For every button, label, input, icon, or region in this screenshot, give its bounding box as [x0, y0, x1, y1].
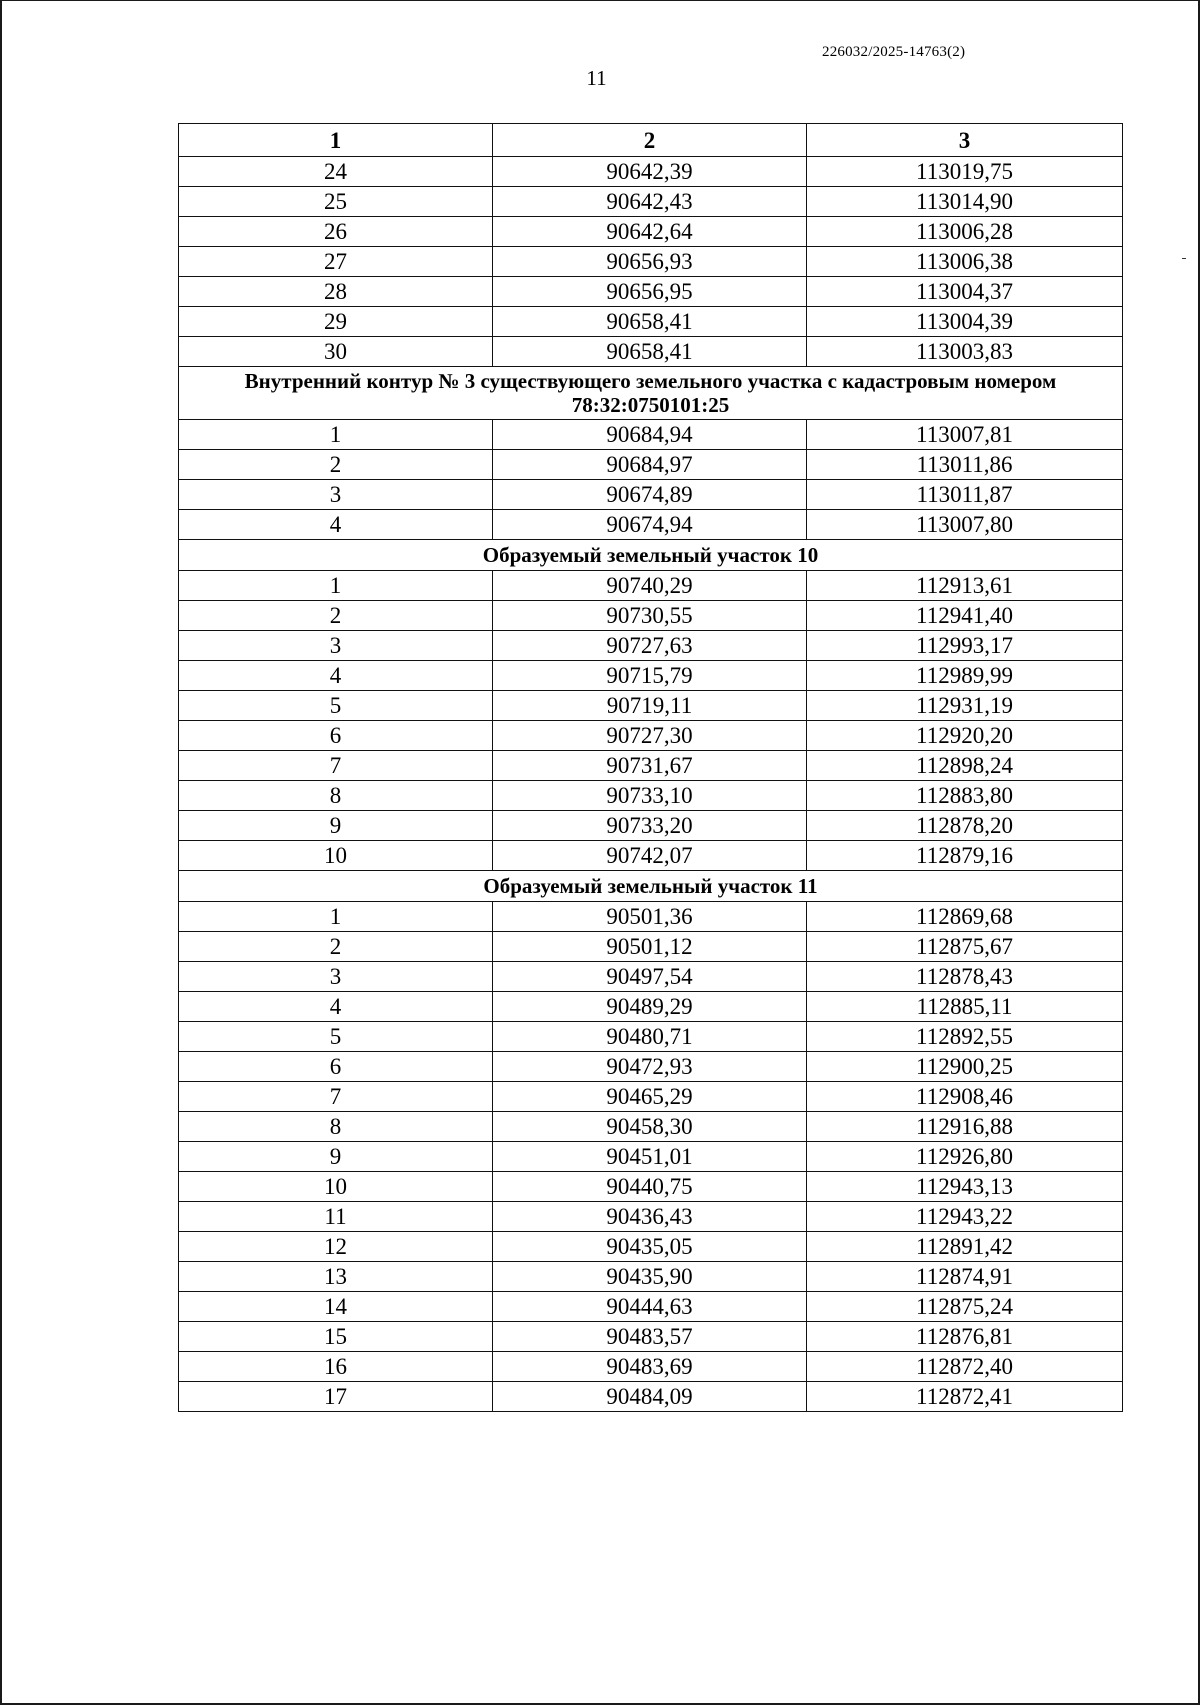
x-coordinate-cell: 90642,64	[493, 217, 807, 247]
point-number-cell: 1	[179, 571, 493, 601]
x-coordinate-cell: 90435,05	[493, 1232, 807, 1262]
x-coordinate-cell: 90501,36	[493, 902, 807, 932]
x-coordinate-cell: 90658,41	[493, 337, 807, 367]
x-coordinate-cell: 90684,94	[493, 420, 807, 450]
table-row	[179, 962, 1123, 992]
y-coordinate-cell: 112874,91	[807, 1262, 1123, 1292]
point-number-cell: 1	[179, 420, 493, 450]
point-number-cell: 10	[179, 1172, 493, 1202]
x-coordinate-cell: 90715,79	[493, 661, 807, 691]
x-coordinate-cell: 90642,39	[493, 157, 807, 187]
x-coordinate-cell: 90435,90	[493, 1262, 807, 1292]
point-number-cell: 6	[179, 721, 493, 751]
coordinates-table-body	[179, 124, 1123, 1412]
y-coordinate-cell: 112908,46	[807, 1082, 1123, 1112]
x-coordinate-cell: 90465,29	[493, 1082, 807, 1112]
point-number-cell: 25	[179, 187, 493, 217]
table-row	[179, 1262, 1123, 1292]
table-row	[179, 1172, 1123, 1202]
x-coordinate-cell: 90733,10	[493, 781, 807, 811]
y-coordinate-cell: 113011,86	[807, 450, 1123, 480]
point-number-cell: 24	[179, 157, 493, 187]
point-number-cell: 3	[179, 962, 493, 992]
table-row	[179, 157, 1123, 187]
point-number-cell: 10	[179, 841, 493, 871]
table-row	[179, 247, 1123, 277]
x-coordinate-cell: 90451,01	[493, 1142, 807, 1172]
y-coordinate-cell: 113004,39	[807, 307, 1123, 337]
point-number-cell: 29	[179, 307, 493, 337]
section-header-row	[179, 871, 1123, 902]
y-coordinate-cell: 112898,24	[807, 751, 1123, 781]
x-coordinate-cell: 90727,30	[493, 721, 807, 751]
table-row	[179, 811, 1123, 841]
y-coordinate-cell: 112913,61	[807, 571, 1123, 601]
x-coordinate-cell: 90484,09	[493, 1382, 807, 1412]
x-coordinate-cell: 90497,54	[493, 962, 807, 992]
point-number-cell: 8	[179, 1112, 493, 1142]
point-number-cell: 26	[179, 217, 493, 247]
table-row	[179, 1202, 1123, 1232]
y-coordinate-cell: 112879,16	[807, 841, 1123, 871]
y-coordinate-cell: 113006,38	[807, 247, 1123, 277]
table-row	[179, 841, 1123, 871]
table-row	[179, 601, 1123, 631]
y-coordinate-cell: 112891,42	[807, 1232, 1123, 1262]
y-coordinate-cell: 113003,83	[807, 337, 1123, 367]
y-coordinate-cell: 112885,11	[807, 992, 1123, 1022]
y-coordinate-cell: 112876,81	[807, 1322, 1123, 1352]
x-coordinate-cell: 90674,94	[493, 510, 807, 540]
point-number-cell: 28	[179, 277, 493, 307]
x-coordinate-cell: 90733,20	[493, 811, 807, 841]
point-number-cell: 15	[179, 1322, 493, 1352]
y-coordinate-cell: 113007,80	[807, 510, 1123, 540]
point-number-cell: 2	[179, 601, 493, 631]
y-coordinate-cell: 112943,13	[807, 1172, 1123, 1202]
y-coordinate-cell: 113007,81	[807, 420, 1123, 450]
x-coordinate-cell: 90480,71	[493, 1022, 807, 1052]
y-coordinate-cell: 112989,99	[807, 661, 1123, 691]
table-row	[179, 1232, 1123, 1262]
column-header: 2	[493, 124, 807, 157]
table-header-row	[179, 124, 1123, 157]
table-row	[179, 1322, 1123, 1352]
y-coordinate-cell: 112941,40	[807, 601, 1123, 631]
table-row	[179, 691, 1123, 721]
point-number-cell: 4	[179, 992, 493, 1022]
point-number-cell: 30	[179, 337, 493, 367]
table-row	[179, 1052, 1123, 1082]
point-number-cell: 1	[179, 902, 493, 932]
y-coordinate-cell: 112878,43	[807, 962, 1123, 992]
point-number-cell: 9	[179, 811, 493, 841]
section-title: Внутренний контур № 3 существующего земельного участка с кадастровым номером 78:32:0750101:25	[179, 367, 1123, 420]
page-number	[0, 66, 1200, 91]
table-row	[179, 932, 1123, 962]
table-row	[179, 217, 1123, 247]
x-coordinate-cell: 90727,63	[493, 631, 807, 661]
table-row	[179, 187, 1123, 217]
x-coordinate-cell: 90740,29	[493, 571, 807, 601]
point-number-cell: 5	[179, 1022, 493, 1052]
x-coordinate-cell: 90731,67	[493, 751, 807, 781]
y-coordinate-cell: 113011,87	[807, 480, 1123, 510]
y-coordinate-cell: 113019,75	[807, 157, 1123, 187]
point-number-cell: 27	[179, 247, 493, 277]
coordinates-table	[178, 123, 1123, 1412]
column-header: 1	[179, 124, 493, 157]
x-coordinate-cell: 90483,69	[493, 1352, 807, 1382]
point-number-cell: 2	[179, 932, 493, 962]
table-row	[179, 571, 1123, 601]
point-number-cell: 3	[179, 480, 493, 510]
y-coordinate-cell: 112872,40	[807, 1352, 1123, 1382]
y-coordinate-cell: 112892,55	[807, 1022, 1123, 1052]
x-coordinate-cell: 90684,97	[493, 450, 807, 480]
point-number-cell: 8	[179, 781, 493, 811]
x-coordinate-cell: 90742,07	[493, 841, 807, 871]
x-coordinate-cell: 90642,43	[493, 187, 807, 217]
y-coordinate-cell: 113014,90	[807, 187, 1123, 217]
table-row	[179, 510, 1123, 540]
table-row	[179, 1292, 1123, 1322]
point-number-cell: 2	[179, 450, 493, 480]
point-number-cell: 4	[179, 661, 493, 691]
table-row	[179, 450, 1123, 480]
y-coordinate-cell: 112875,24	[807, 1292, 1123, 1322]
table-row	[179, 307, 1123, 337]
x-coordinate-cell: 90656,95	[493, 277, 807, 307]
x-coordinate-cell: 90719,11	[493, 691, 807, 721]
x-coordinate-cell: 90730,55	[493, 601, 807, 631]
x-coordinate-cell: 90440,75	[493, 1172, 807, 1202]
x-coordinate-cell: 90674,89	[493, 480, 807, 510]
point-number-cell: 11	[179, 1202, 493, 1232]
column-header: 3	[807, 124, 1123, 157]
point-number-cell: 6	[179, 1052, 493, 1082]
x-coordinate-cell: 90458,30	[493, 1112, 807, 1142]
y-coordinate-cell: 112872,41	[807, 1382, 1123, 1412]
table-row	[179, 277, 1123, 307]
table-row	[179, 1022, 1123, 1052]
y-coordinate-cell: 112900,25	[807, 1052, 1123, 1082]
section-title: Образуемый земельный участок 10	[179, 540, 1123, 571]
table-row	[179, 721, 1123, 751]
point-number-cell: 14	[179, 1292, 493, 1322]
point-number-cell: 17	[179, 1382, 493, 1412]
section-header-row	[179, 540, 1123, 571]
table-row	[179, 1142, 1123, 1172]
y-coordinate-cell: 112993,17	[807, 631, 1123, 661]
table-row	[179, 781, 1123, 811]
table-row	[179, 337, 1123, 367]
table-row	[179, 1082, 1123, 1112]
y-coordinate-cell: 112931,19	[807, 691, 1123, 721]
y-coordinate-cell: 112943,22	[807, 1202, 1123, 1232]
y-coordinate-cell: 113004,37	[807, 277, 1123, 307]
y-coordinate-cell: 112883,80	[807, 781, 1123, 811]
table-row	[179, 1352, 1123, 1382]
point-number-cell: 3	[179, 631, 493, 661]
point-number-cell: 12	[179, 1232, 493, 1262]
point-number-cell: 4	[179, 510, 493, 540]
x-coordinate-cell: 90472,93	[493, 1052, 807, 1082]
y-coordinate-cell: 113006,28	[807, 217, 1123, 247]
section-title: Образуемый земельный участок 11	[179, 871, 1123, 902]
y-coordinate-cell: 112926,80	[807, 1142, 1123, 1172]
x-coordinate-cell: 90658,41	[493, 307, 807, 337]
point-number-cell: 9	[179, 1142, 493, 1172]
point-number-cell: 7	[179, 751, 493, 781]
table-row	[179, 420, 1123, 450]
table-row	[179, 661, 1123, 691]
x-coordinate-cell: 90483,57	[493, 1322, 807, 1352]
point-number-cell: 5	[179, 691, 493, 721]
y-coordinate-cell: 112920,20	[807, 721, 1123, 751]
y-coordinate-cell: 112916,88	[807, 1112, 1123, 1142]
y-coordinate-cell: 112875,67	[807, 932, 1123, 962]
page-number-text: 11	[586, 66, 607, 90]
table-row	[179, 480, 1123, 510]
section-header-row	[179, 367, 1123, 420]
x-coordinate-cell: 90489,29	[493, 992, 807, 1022]
point-number-cell: 16	[179, 1352, 493, 1382]
x-coordinate-cell: 90444,63	[493, 1292, 807, 1322]
table-row	[179, 631, 1123, 661]
scan-mark	[1182, 258, 1186, 259]
point-number-cell: 7	[179, 1082, 493, 1112]
table-row	[179, 1112, 1123, 1142]
x-coordinate-cell: 90501,12	[493, 932, 807, 962]
table-row	[179, 751, 1123, 781]
table-row	[179, 992, 1123, 1022]
x-coordinate-cell: 90436,43	[493, 1202, 807, 1232]
table-row	[179, 902, 1123, 932]
document-id: 226032/2025-14763(2)	[822, 44, 966, 60]
point-number-cell: 13	[179, 1262, 493, 1292]
y-coordinate-cell: 112878,20	[807, 811, 1123, 841]
table-row	[179, 1382, 1123, 1412]
y-coordinate-cell: 112869,68	[807, 902, 1123, 932]
x-coordinate-cell: 90656,93	[493, 247, 807, 277]
